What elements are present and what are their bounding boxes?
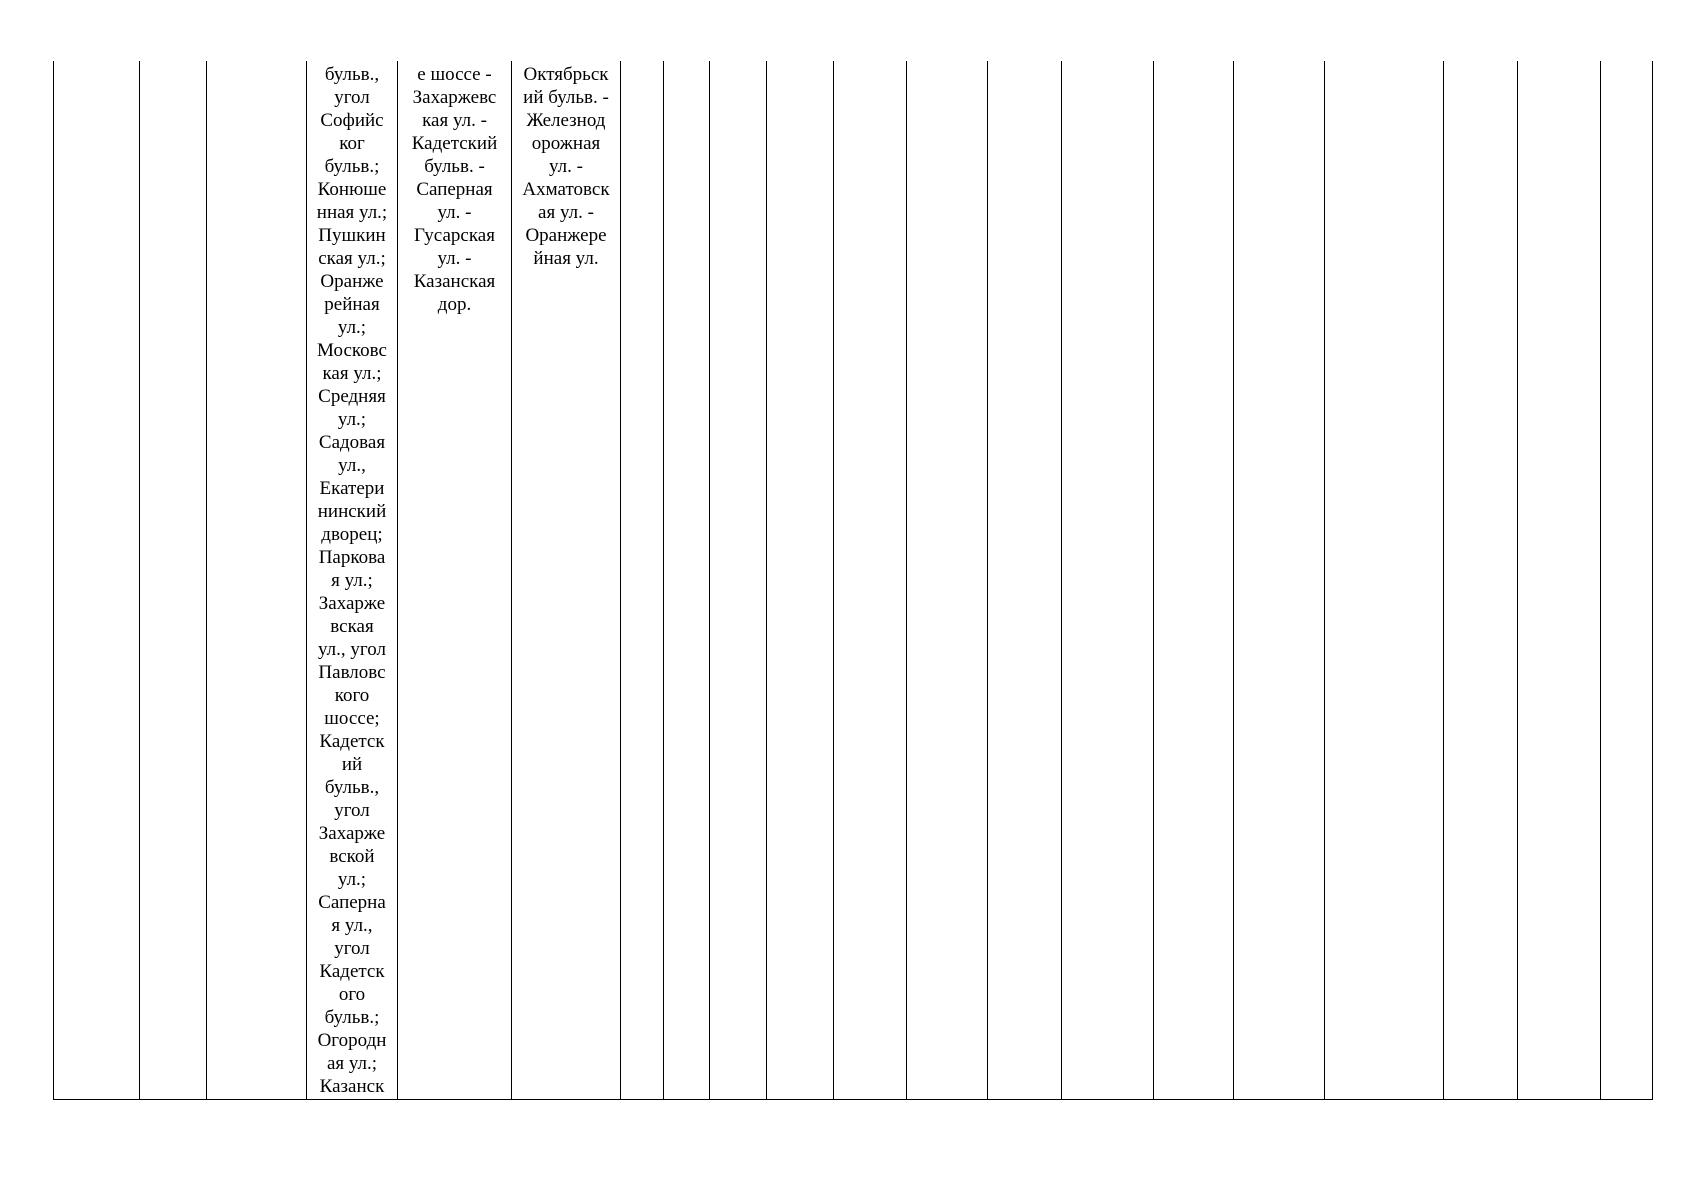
table-cell-7: [621, 61, 664, 1100]
table-cell-10: [767, 61, 834, 1100]
table-cell-9: [710, 61, 767, 1100]
cell-text-route-1: е шоссе - Захаржевс кая ул. - Кадетский бульв. - Саперная ул. - Гусарская ул. - Казанская дор.: [411, 64, 498, 315]
table-row: [54, 61, 1653, 1100]
document-table: [53, 61, 1653, 1100]
table-cell-13: [988, 61, 1062, 1100]
table-cell-16: [1234, 61, 1325, 1100]
cell-text-route-2: Октябрьск ий бульв. - Железнод орожная ул. - Ахматовск ая ул. - Оранжере йная ул.: [522, 64, 610, 269]
table-cell-12: [907, 61, 988, 1100]
table-cell-14: [1062, 61, 1154, 1100]
table-cell-3: [207, 61, 307, 1100]
table-cell-19: [1518, 61, 1601, 1100]
table-cell-5: [398, 61, 512, 1100]
table-cell-17: [1325, 61, 1444, 1100]
table-cell-2: [140, 61, 207, 1100]
table-cell-6: [512, 61, 621, 1100]
table-cell-1: [54, 61, 140, 1100]
table-cell-15: [1154, 61, 1234, 1100]
table-cell-11: [834, 61, 907, 1100]
table-cell-8: [664, 61, 710, 1100]
cell-text-streets-list: бульв., угол Софийс ког бульв.; Конюше нная ул.; Пушкин ская ул.; Оранже рейная ул.; Московс кая ул.; Средняя ул.; Садовая ул., Екатери нинский дворец; Паркова я ул.; Захарже вская ул., угол Павловс кого шоссе; Кадетск ий бульв., угол Захарже вской ул.; Саперна я ул., угол Кадетск ого бульв.; Огородн ая ул.; Казанск: [316, 64, 388, 1097]
table-cell-18: [1444, 61, 1518, 1100]
table-cell-20: [1601, 61, 1653, 1100]
table-cell-4: [307, 61, 398, 1100]
